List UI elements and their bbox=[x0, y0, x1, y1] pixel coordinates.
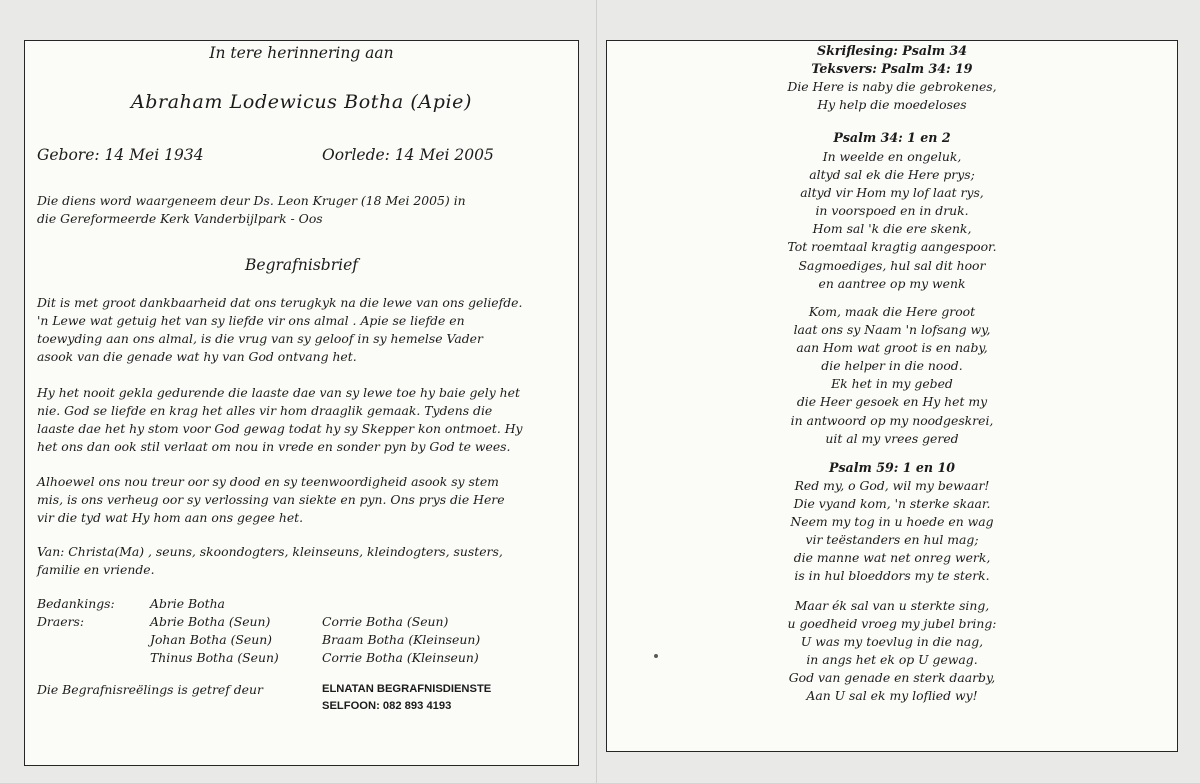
hymn-panel bbox=[606, 40, 1178, 752]
page-fold bbox=[596, 0, 597, 783]
funeral-company: ELNATAN BEGRAFNISDIENSTE bbox=[322, 683, 492, 695]
scripture-reading: Skriflesing: Psalm 34 bbox=[816, 43, 968, 58]
text-verse-body: Die Here is naby die gebrokenes, Hy help die moedeloses bbox=[787, 79, 997, 113]
memorial-intro: In tere herinnering aan bbox=[209, 44, 394, 62]
psalm-34-stanza-2: Kom, maak die Here groot laat ons sy Naam 'n lofsang wy, aan Hom wat groot is en naby, die helper in die nood. Ek het in my gebed die Heer gesoek en Hy het my in antwoord op my noodgeskrei, uit al my vrees gered bbox=[790, 304, 994, 446]
ink-speck bbox=[654, 654, 658, 658]
letter-paragraph-2: Hy het nooit gekla gedurende die laaste dae van sy lewe toe hy baie gely het nie. God se liefde en krag het alles vir hom draaglik gemaak. Tydens die laaste dae het hy stom voor God gewag todat hy sy Skepper kon ontmoet. Hy het ons dan ook stil verlaat om nou in vrede en sonder pyn by God te wees. bbox=[37, 385, 523, 454]
psalm-59-stanza-2: Maar ék sal van u sterkte sing, u goedheid vroeg my jubel bring: U was my toevlug in die nag, in angs het ek op U gewag. God van genade en sterk daarby, Aan U sal ek my loflied wy! bbox=[787, 598, 997, 704]
arrangements-label: Die Begrafnisreëlings is getref deur bbox=[37, 682, 263, 697]
psalm-34-title: Psalm 34: 1 en 2 bbox=[833, 130, 951, 145]
pallbearer-labels: Bedankings: Draers: bbox=[37, 596, 115, 629]
deceased-name: Abraham Lodewicus Botha (Apie) bbox=[130, 91, 473, 113]
psalm-34-stanza-1: In weelde en ongeluk, altyd sal ek die Here prys; altyd vir Hom my lof laat rys, in voorspoed en in druk. Hom sal 'k die ere skenk, Tot roemtaal kragtig aangespoor. Sagmoediges, hul sal dit hoor en aantree op my wenk bbox=[787, 149, 997, 291]
letter-paragraph-3: Alhoewel ons nou treur oor sy dood en sy teenwoordigheid asook sy stem mis, is ons verheug oor sy verlossing van siekte en pyn. Ons prys die Here vir die tyd wat Hy hom aan ons gegee het. bbox=[37, 474, 505, 525]
funeral-phone: SELFOON: 082 893 4193 bbox=[322, 700, 452, 712]
text-verse: Teksvers: Psalm 34: 19 bbox=[811, 61, 973, 76]
psalm-59-stanza-1: Red my, o God, wil my bewaar! Die vyand kom, 'n sterke skaar. Neem my tog in u hoede en wag vir teëstanders en hul mag; die manne wat net onreg werk, is in hul bloeddors my te sterk. bbox=[790, 478, 994, 584]
family-signature: Van: Christa(Ma) , seuns, skoondogters, kleinseuns, kleindogters, susters, familie en vriende. bbox=[37, 544, 503, 577]
pallbearers-column-2: Corrie Botha (Seun) Braam Botha (Kleinseun) Corrie Botha (Kleinseun) bbox=[322, 614, 481, 665]
letter-paragraph-1: Dit is met groot dankbaarheid dat ons terugkyk na die lewe van ons geliefde. 'n Lewe wat getuig het van sy liefde vir ons almal . Apie se liefde en toewyding aan ons almal, is die vrug van sy geloof in sy hemelse Vader asook van die genade wat hy van God ontvang het. bbox=[37, 295, 523, 364]
birth-date: Gebore: 14 Mei 1934 bbox=[37, 146, 204, 164]
service-details: Die diens word waargeneem deur Ds. Leon Kruger (18 Mei 2005) in die Gereformeerde Kerk Vanderbijlpark - Oos bbox=[37, 193, 466, 226]
pallbearers-column-1: Abrie Botha Abrie Botha (Seun) Johan Botha (Seun) Thinus Botha (Seun) bbox=[150, 596, 279, 665]
obituary-panel bbox=[24, 40, 579, 766]
letter-heading: Begrafnisbrief bbox=[245, 256, 358, 274]
death-date: Oorlede: 14 Mei 2005 bbox=[322, 146, 494, 164]
psalm-59-title: Psalm 59: 1 en 10 bbox=[829, 460, 955, 475]
